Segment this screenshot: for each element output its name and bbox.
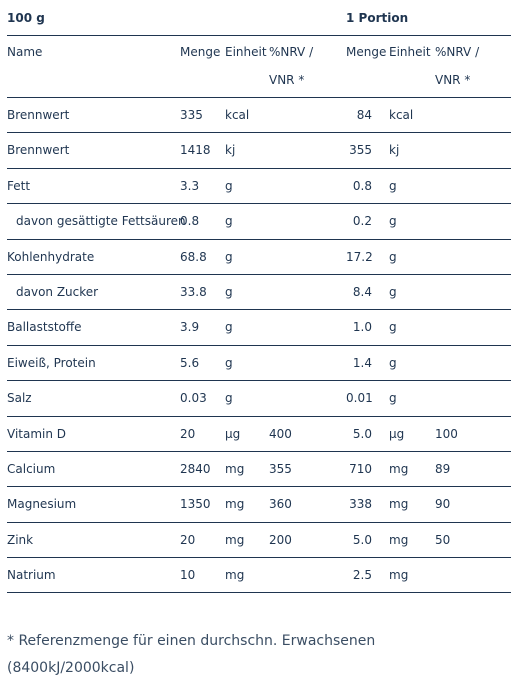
table-row	[7, 275, 511, 310]
cell-einheit-100g: g	[225, 320, 233, 335]
cell-menge-100g: 5.6	[180, 355, 200, 370]
cell-nrv-100g: 400	[269, 426, 292, 441]
cell-menge-portion: 338	[349, 497, 372, 512]
cell-menge-portion: 710	[349, 461, 372, 476]
cell-einheit-portion: g	[389, 284, 397, 299]
cell-name: Natrium	[7, 568, 56, 583]
cell-einheit-portion: µg	[389, 426, 405, 441]
cell-nrv-portion: 89	[435, 461, 451, 476]
cell-menge-100g: 0.03	[180, 391, 207, 406]
cell-menge-100g: 20	[180, 532, 196, 547]
table-body	[7, 98, 511, 593]
table-header-row	[7, 36, 511, 98]
table-row	[7, 98, 511, 133]
cell-einheit-100g: mg	[225, 461, 245, 476]
cell-menge-portion: 355	[349, 143, 372, 158]
cell-menge-portion: 17.2	[346, 249, 373, 264]
cell-name: Salz	[7, 391, 32, 406]
cell-einheit-100g: g	[225, 178, 233, 193]
cell-einheit-100g: mg	[225, 568, 245, 583]
cell-einheit-portion: g	[389, 391, 397, 406]
cell-name: Magnesium	[7, 497, 77, 512]
cell-menge-100g: 0.8	[180, 214, 200, 229]
cell-name: Vitamin D	[7, 426, 67, 441]
cell-menge-portion: 1.0	[352, 320, 372, 335]
cell-nrv-portion: 50	[435, 532, 451, 547]
cell-einheit-portion: mg	[389, 497, 409, 512]
table-row	[7, 240, 511, 275]
table-row	[7, 310, 511, 345]
header-vnr-portion: VNR *	[435, 73, 471, 87]
table-row	[7, 523, 511, 558]
cell-name: Eiweiß, Protein	[7, 355, 96, 370]
cell-menge-100g: 1418	[180, 143, 211, 158]
table-row	[7, 133, 511, 168]
cell-name: Fett	[7, 178, 31, 193]
cell-name: Ballaststoffe	[7, 320, 82, 335]
header-einheit-100g: Einheit	[225, 45, 267, 59]
cell-name: Zink	[7, 532, 34, 547]
cell-einheit-portion: kcal	[389, 108, 414, 122]
cell-einheit-portion: g	[389, 178, 397, 193]
cell-menge-100g: 10	[180, 568, 196, 583]
cell-name: davon Zucker	[16, 284, 99, 299]
cell-menge-100g: 3.9	[180, 320, 200, 335]
table-row	[7, 169, 511, 204]
cell-menge-100g: 335	[180, 108, 203, 122]
cell-einheit-100g: mg	[225, 497, 245, 512]
cell-einheit-portion: g	[389, 214, 397, 229]
table-row	[7, 417, 511, 452]
header-menge-portion: Menge	[346, 45, 387, 59]
table-title-row	[7, 0, 511, 36]
header-nrv-portion: %NRV /	[435, 45, 480, 59]
cell-nrv-100g: 355	[269, 461, 292, 476]
header-einheit-portion: Einheit	[389, 45, 431, 59]
cell-einheit-100g: g	[225, 249, 233, 264]
table-row	[7, 452, 511, 487]
cell-menge-100g: 68.8	[180, 249, 207, 264]
footnote-line-1: * Referenzmenge für einen durchschn. Erwachsenen	[7, 633, 376, 649]
cell-menge-portion: 0.8	[352, 178, 372, 193]
cell-menge-portion: 1.4	[352, 355, 372, 370]
cell-menge-portion: 2.5	[352, 568, 372, 583]
cell-menge-100g: 3.3	[180, 178, 200, 193]
cell-einheit-100g: mg	[225, 532, 245, 547]
cell-menge-portion: 0.2	[352, 214, 372, 229]
cell-einheit-portion: g	[389, 320, 397, 335]
table-row	[7, 487, 511, 522]
cell-nrv-portion: 100	[435, 426, 458, 441]
cell-name: Calcium	[7, 461, 56, 476]
cell-einheit-100g: g	[225, 355, 233, 370]
cell-menge-portion: 84	[356, 108, 372, 122]
cell-nrv-portion: 90	[435, 497, 451, 512]
cell-einheit-portion: g	[389, 355, 397, 370]
header-name: Name	[7, 45, 43, 59]
column-group-100g: 100 g	[7, 11, 45, 25]
header-nrv-100g: %NRV /	[269, 45, 314, 59]
cell-menge-100g: 33.8	[180, 284, 207, 299]
cell-einheit-100g: kcal	[225, 108, 250, 122]
cell-nrv-100g: 200	[269, 532, 292, 547]
cell-name: Kohlenhydrate	[7, 249, 95, 264]
cell-name: Brennwert	[7, 108, 70, 122]
header-menge-100g: Menge	[180, 45, 221, 59]
cell-nrv-100g: 360	[269, 497, 292, 512]
cell-name: davon gesättigte Fettsäuren	[16, 214, 186, 229]
cell-menge-100g: 1350	[180, 497, 211, 512]
cell-einheit-portion: mg	[389, 461, 409, 476]
cell-menge-portion: 8.4	[352, 284, 372, 299]
cell-einheit-100g: g	[225, 214, 233, 229]
cell-einheit-100g: g	[225, 284, 233, 299]
cell-menge-100g: 20	[180, 426, 196, 441]
table-row	[7, 558, 511, 593]
cell-menge-portion: 5.0	[352, 532, 372, 547]
footnote-line-2: (8400kJ/2000kcal)	[7, 660, 135, 676]
cell-einheit-100g: g	[225, 391, 233, 406]
table-row	[7, 204, 511, 239]
nutrition-table	[7, 0, 511, 593]
footnote	[7, 628, 507, 682]
table-row	[7, 346, 511, 381]
cell-einheit-portion: g	[389, 249, 397, 264]
cell-einheit-portion: kj	[389, 143, 400, 158]
cell-einheit-portion: mg	[389, 568, 409, 583]
cell-einheit-100g: µg	[225, 426, 241, 441]
cell-name: Brennwert	[7, 143, 70, 158]
header-vnr-100g: VNR *	[269, 73, 305, 87]
cell-einheit-100g: kj	[225, 143, 236, 158]
column-group-portion: 1 Portion	[346, 11, 409, 25]
cell-menge-portion: 5.0	[352, 426, 372, 441]
cell-menge-portion: 0.01	[346, 391, 373, 406]
table-row	[7, 381, 511, 416]
cell-menge-100g: 2840	[180, 461, 211, 476]
cell-einheit-portion: mg	[389, 532, 409, 547]
